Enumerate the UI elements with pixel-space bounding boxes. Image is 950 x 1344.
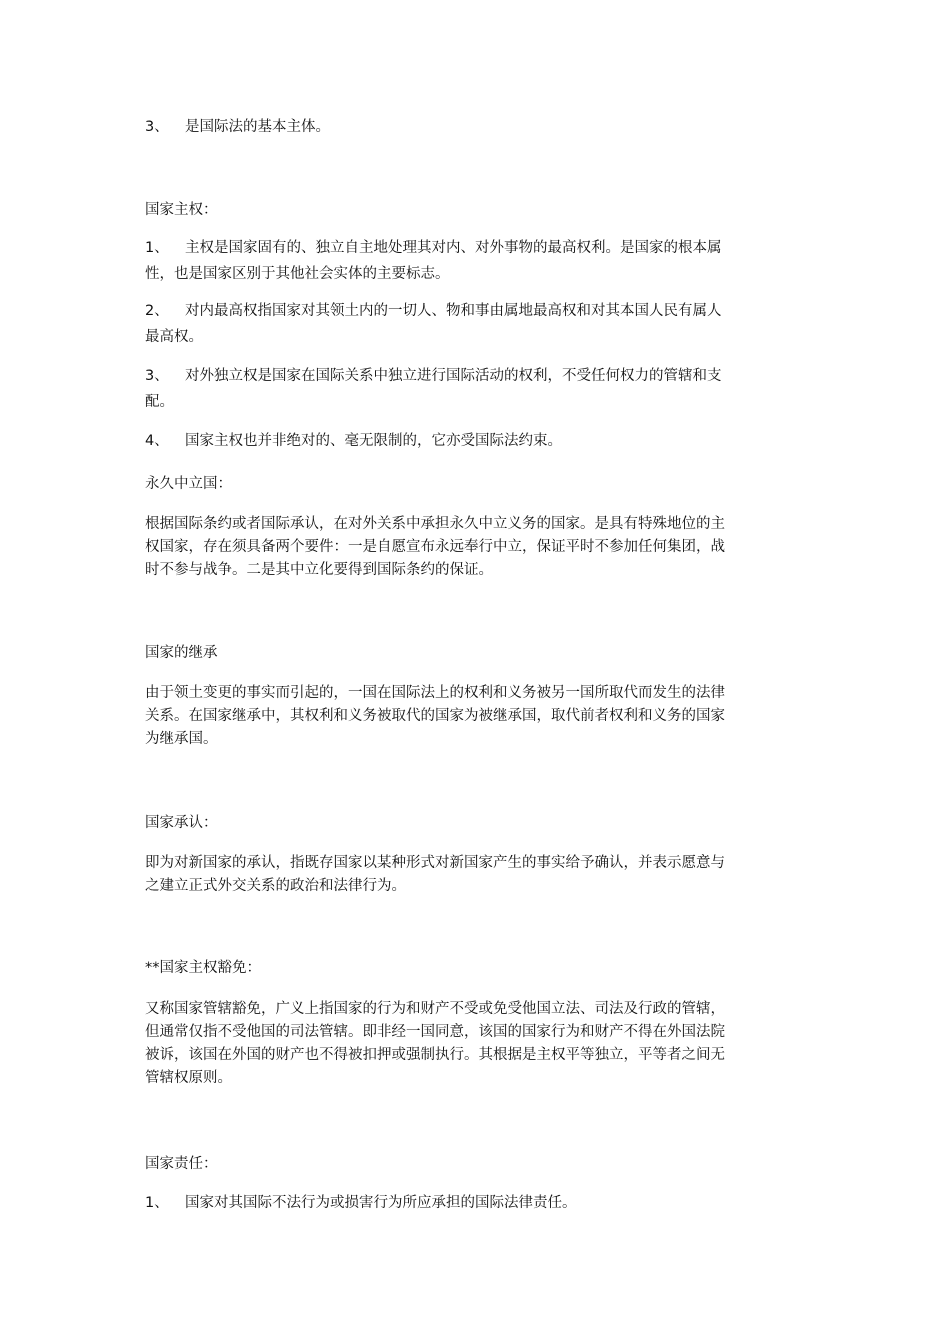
list-text: 对内最高权指国家对其领土内的一切人、物和事由属地最高权和对其本国人民有属人: [185, 303, 722, 319]
sovereignty-item-2: [145, 301, 722, 321]
paragraph-succession: [145, 682, 810, 751]
paragraph-line: 管辖权原则。: [145, 1070, 232, 1086]
paragraph-line: 关系。在国家继承中，其权利和义务被取代的国家为被继承国，取代前者权利和义务的国家: [145, 708, 725, 724]
list-text: 国家主权也并非绝对的、毫无限制的，它亦受国际法约束。: [185, 433, 562, 449]
section-heading-neutral: 永久中立国：: [145, 476, 232, 492]
sovereignty-item-4: [145, 431, 562, 451]
list-number: 3、: [145, 119, 169, 135]
list-number: 3、: [145, 368, 169, 384]
paragraph-line: 之建立正式外交关系的政治和法律行为。: [145, 878, 406, 894]
list-number: 2、: [145, 303, 169, 319]
paragraph-line: 但通常仅指不受他国的司法管辖。即非经一国同意，该国的国家行为和财产不得在外国法院: [145, 1024, 725, 1040]
sovereignty-item-1: [145, 238, 722, 258]
list-text: 对外独立权是国家在国际关系中独立进行国际活动的权利，不受任何权力的管辖和支: [185, 368, 722, 384]
sovereignty-item-3-cont: 配。: [145, 394, 174, 410]
paragraph-line: 又称国家管辖豁免，广义上指国家的行为和财产不受或免受他国立法、司法及行政的管辖，: [145, 1001, 725, 1017]
paragraph-line: 被诉，该国在外国的财产也不得被扣押或强制执行。其根据是主权平等独立，平等者之间无: [145, 1047, 725, 1063]
list-text: 是国际法的基本主体。: [185, 119, 330, 135]
list-text: 主权是国家固有的、独立自主地处理其对内、对外事物的最高权利。是国家的根本属: [185, 240, 722, 256]
responsibility-item-1: [145, 1193, 577, 1213]
sovereignty-item-3: [145, 366, 722, 386]
paragraph-neutral: [145, 513, 810, 582]
paragraph-line: 为继承国。: [145, 731, 218, 747]
list-number: 1、: [145, 1195, 169, 1211]
paragraph-line: 权国家，存在须具备两个要件：一是自愿宣布永远奉行中立，保证平时不参加任何集团，战: [145, 539, 725, 555]
paragraph-line: 时不参与战争。二是其中立化要得到国际条约的保证。: [145, 562, 493, 578]
sovereignty-item-1-cont: 性，也是国家区别于其他社会实体的主要标志。: [145, 266, 450, 282]
section-heading-sovereignty: 国家主权：: [145, 202, 218, 218]
section-heading-immunity: **国家主权豁免：: [145, 960, 261, 976]
section-heading-succession: 国家的继承: [145, 645, 218, 661]
list-number: 1、: [145, 240, 169, 256]
section-heading-recognition: 国家承认：: [145, 815, 218, 831]
paragraph-immunity: [145, 998, 810, 1090]
paragraph-line: 即为对新国家的承认，指既存国家以某种形式对新国家产生的事实给予确认，并表示愿意与: [145, 855, 725, 871]
item-3-top: [145, 117, 330, 137]
paragraph-line: 由于领土变更的事实而引起的，一国在国际法上的权利和义务被另一国所取代而发生的法律: [145, 685, 725, 701]
list-number: 4、: [145, 433, 169, 449]
section-heading-responsibility: 国家责任：: [145, 1156, 218, 1172]
sovereignty-item-2-cont: 最高权。: [145, 329, 203, 345]
paragraph-recognition: [145, 852, 810, 898]
paragraph-line: 根据国际条约或者国际承认，在对外关系中承担永久中立义务的国家。是具有特殊地位的主: [145, 516, 725, 532]
list-text: 国家对其国际不法行为或损害行为所应承担的国际法律责任。: [185, 1195, 577, 1211]
